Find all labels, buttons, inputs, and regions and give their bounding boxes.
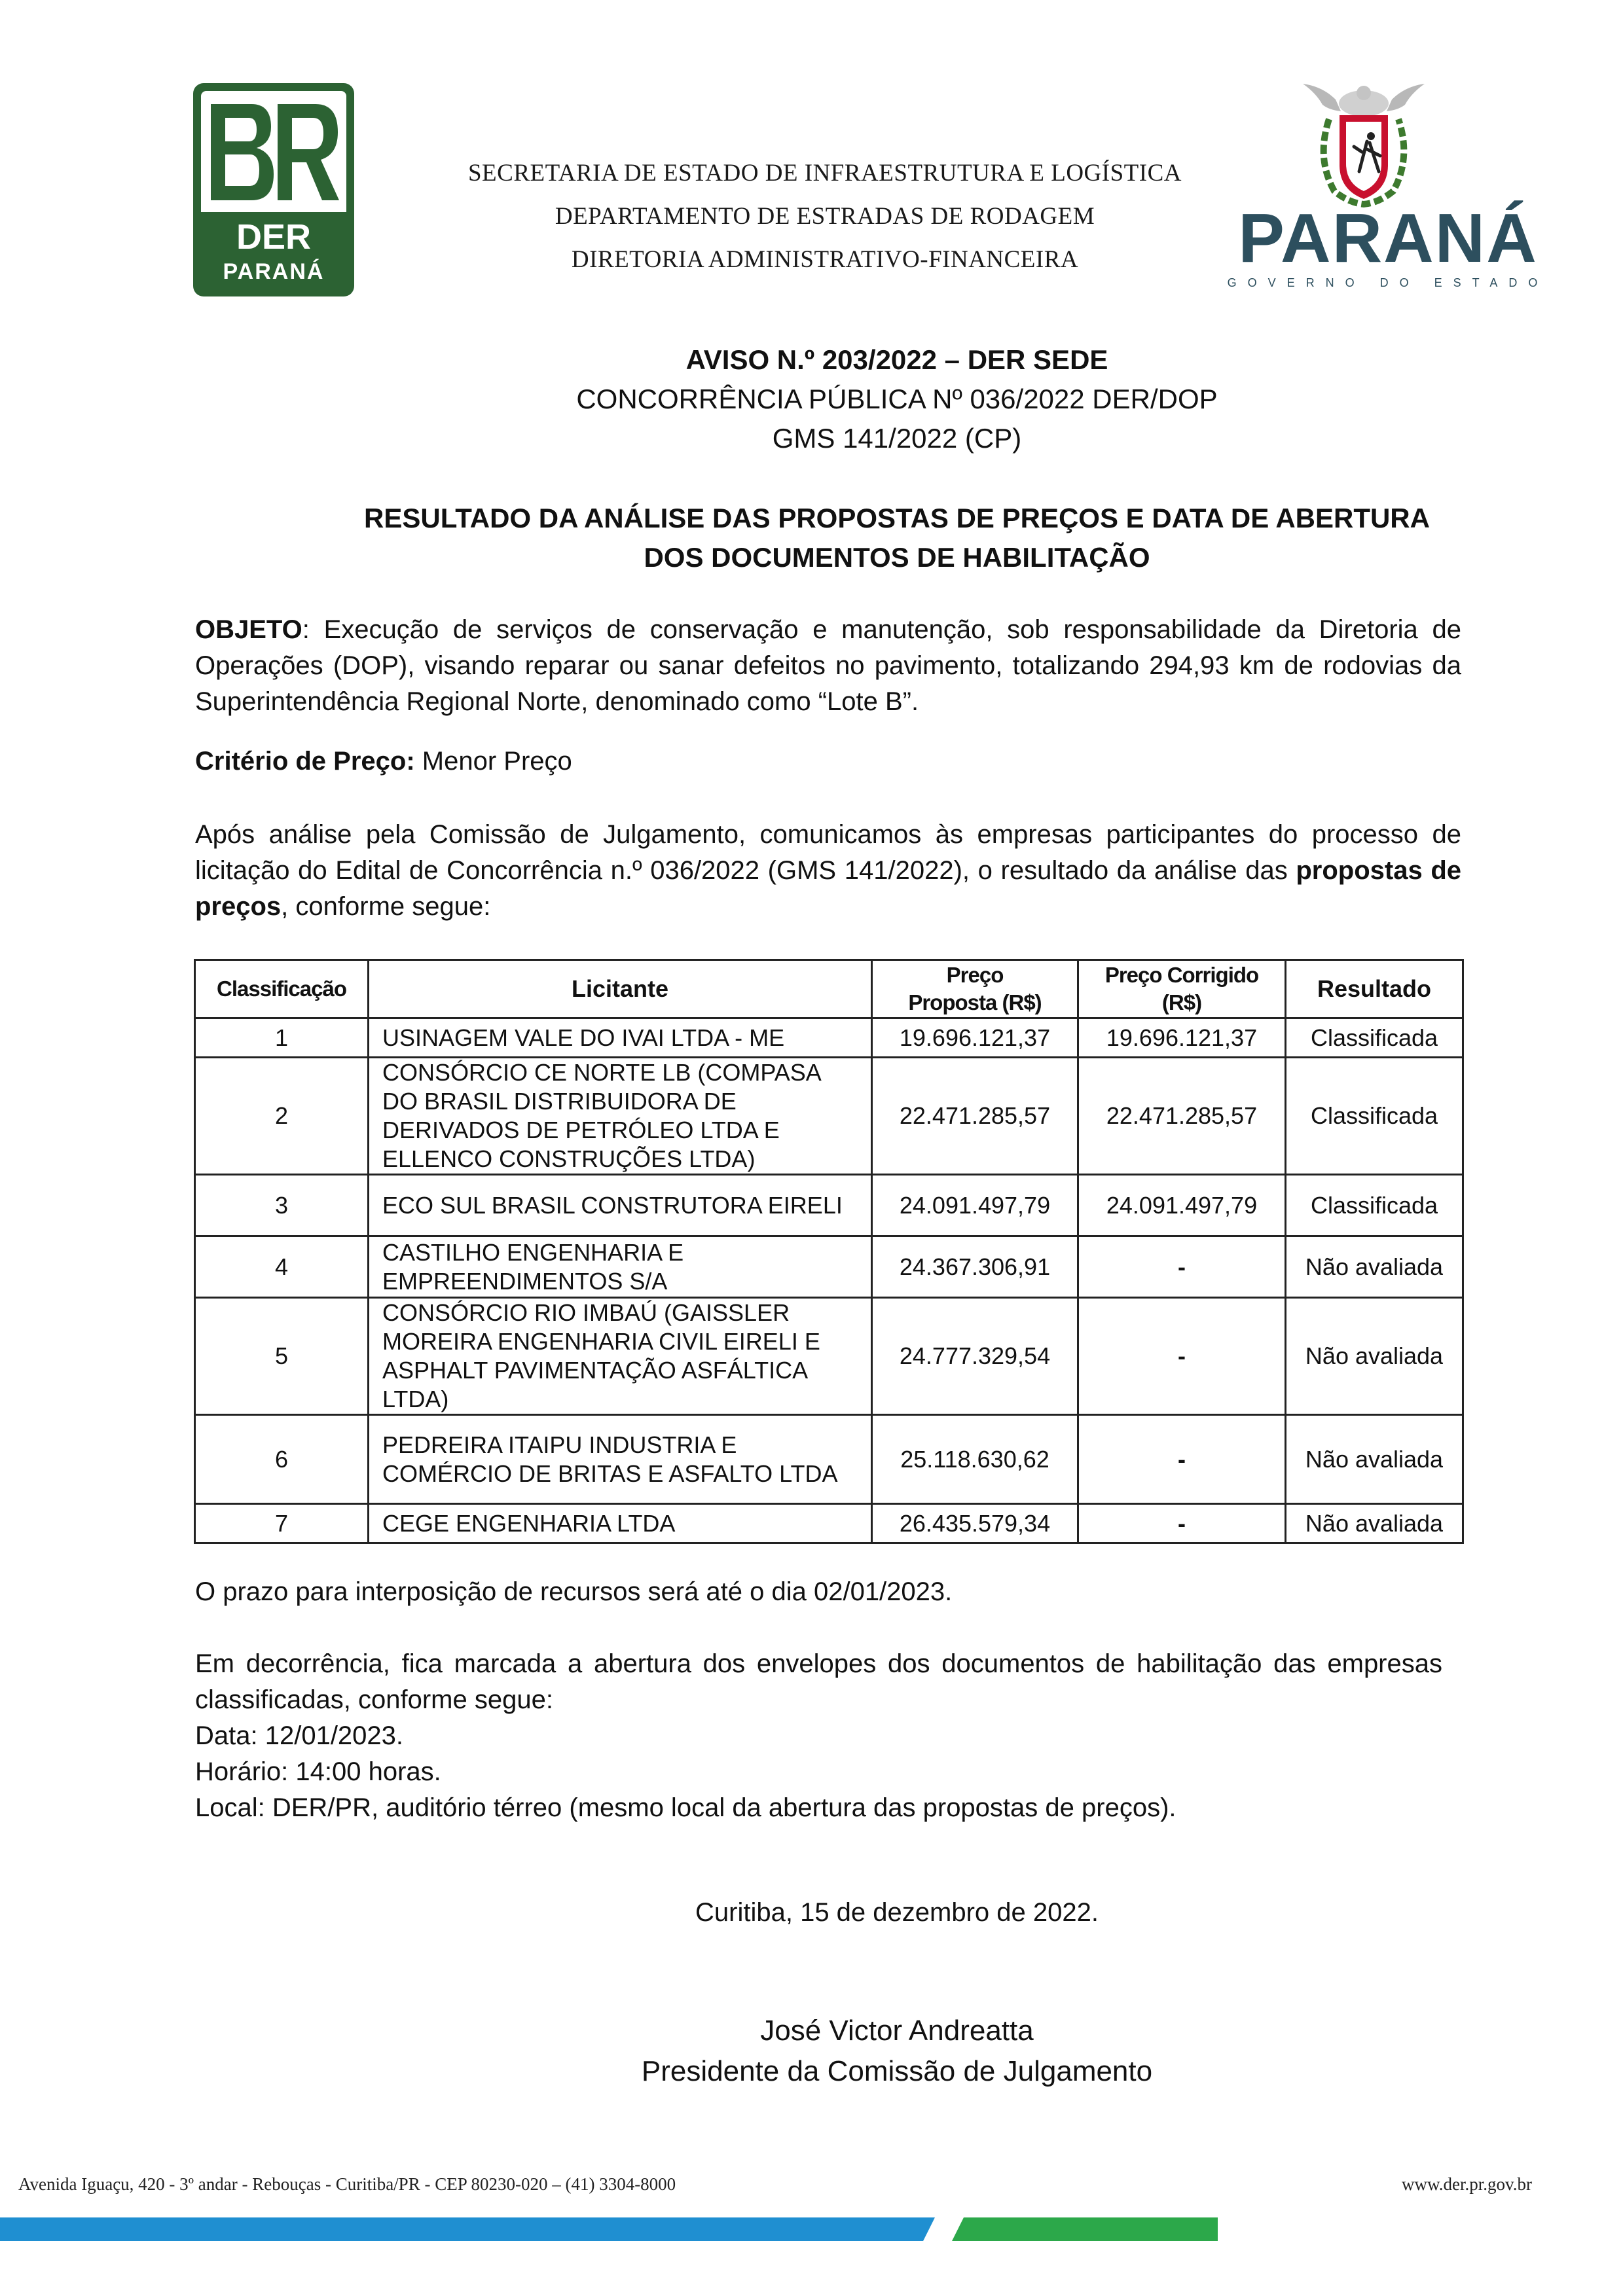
cell-preco-proposta: 26.435.579,34 — [872, 1504, 1078, 1543]
opening-date: Data: 12/01/2023. — [195, 1721, 404, 1750]
analysis-intro-tail: , conforme segue: — [281, 892, 491, 921]
header-resultado: Resultado — [1286, 960, 1463, 1018]
cell-preco-corrigido: - — [1078, 1415, 1286, 1504]
cell-preco-proposta: 24.777.329,54 — [872, 1298, 1078, 1415]
cell-resultado: Classificada — [1286, 1018, 1463, 1058]
cell-licitante: CONSÓRCIO RIO IMBAÚ (GAISSLER MOREIRA ENGENHARIA CIVIL EIRELI E ASPHALT PAVIMENTAÇÃO ASFÁLTICA LTDA) — [369, 1298, 872, 1415]
footer-website-link[interactable]: www.der.pr.gov.br — [1402, 2174, 1532, 2194]
subject-line-2: DOS DOCUMENTOS DE HABILITAÇÃO — [644, 542, 1150, 573]
table-row — [195, 1298, 1463, 1415]
table-row — [195, 1058, 1463, 1175]
table-row — [195, 1236, 1463, 1298]
cell-classificacao: 2 — [195, 1058, 369, 1175]
header-preco-proposta-line-2: Proposta (R$) — [908, 990, 1042, 1014]
cell-preco-proposta: 19.696.121,37 — [872, 1018, 1078, 1058]
cell-preco-corrigido: 19.696.121,37 — [1078, 1018, 1286, 1058]
opening-time: Horário: 14:00 horas. — [195, 1757, 441, 1786]
opening-paragraph: Em decorrência, fica marcada a abertura dos envelopes dos documentos de habilitação das empresas classificadas, conforme segue: — [195, 1649, 1442, 1714]
header-preco-proposta-line-1: Preço — [946, 963, 1004, 987]
cell-preco-proposta: 24.091.497,79 — [872, 1175, 1078, 1236]
header-line-secretaria: SECRETARIA DE ESTADO DE INFRAESTRUTURA E LOGÍSTICA — [467, 160, 1182, 187]
institution-header — [367, 152, 1283, 281]
cell-licitante: CONSÓRCIO CE NORTE LB (COMPASA DO BRASIL DISTRIBUIDORA DE DERIVADOS DE PETRÓLEO LTDA E ELLENCO CONSTRUÇÕES LTDA) — [369, 1058, 872, 1175]
der-parana-logo — [191, 81, 356, 298]
price-criterion-value: Menor Preço — [414, 747, 572, 776]
cell-preco-proposta: 25.118.630,62 — [872, 1415, 1078, 1504]
parana-government-logo — [1224, 73, 1552, 293]
analysis-intro-paragraph — [195, 817, 1461, 925]
notice-title-block — [190, 340, 1604, 458]
cell-classificacao: 3 — [195, 1175, 369, 1236]
table-row — [195, 1504, 1463, 1543]
cell-classificacao: 6 — [195, 1415, 369, 1504]
header-preco-proposta — [872, 960, 1078, 1018]
table-row — [195, 1018, 1463, 1058]
footer-color-stripes — [0, 2217, 1623, 2241]
table-row — [195, 1175, 1463, 1236]
cell-classificacao: 5 — [195, 1298, 369, 1415]
cell-classificacao: 1 — [195, 1018, 369, 1058]
cell-resultado: Não avaliada — [1286, 1504, 1463, 1543]
cell-classificacao: 4 — [195, 1236, 369, 1298]
cell-licitante: USINAGEM VALE DO IVAI LTDA - ME — [369, 1018, 872, 1058]
object-paragraph — [195, 612, 1461, 720]
header-line-diretoria: DIRETORIA ADMINISTRATIVO-FINANCEIRA — [571, 246, 1079, 273]
der-logo-subtext: PARANÁ — [223, 259, 325, 284]
cell-preco-proposta: 24.367.306,91 — [872, 1236, 1078, 1298]
cell-preco-proposta: 22.471.285,57 — [872, 1058, 1078, 1175]
cell-licitante: ECO SUL BRASIL CONSTRUTORA EIRELI — [369, 1175, 872, 1236]
cell-licitante: CASTILHO ENGENHARIA E EMPREENDIMENTOS S/A — [369, 1236, 872, 1298]
object-text: : Execução de serviços de conservação e manutenção, sob responsabilidade da Diretoria de Operações (DOP), visando reparar ou sanar defeitos no pavimento, totalizando 294,93 km de rodovias da Superintendência Regional Norte, denominado como “Lote B”. — [195, 615, 1461, 716]
parana-wordmark: PARANÁ — [1238, 200, 1538, 277]
analysis-intro-text: Após análise pela Comissão de Julgamento, comunicamos às empresas participantes do processo de licitação do Edital de Concorrência n.º 036/2022 (GMS 141/2022), o resultado da análise das — [195, 820, 1461, 885]
cell-licitante: CEGE ENGENHARIA LTDA — [369, 1504, 872, 1543]
results-table — [194, 959, 1464, 1544]
object-label: OBJETO — [195, 615, 302, 644]
der-logo-text: DER — [236, 217, 312, 257]
subject-line-1: RESULTADO DA ANÁLISE DAS PROPOSTAS DE PREÇOS E DATA DE ABERTURA — [364, 503, 1430, 533]
signature-block — [190, 2011, 1604, 2092]
notice-subject — [190, 499, 1604, 577]
cell-preco-corrigido: - — [1078, 1298, 1286, 1415]
cell-resultado: Classificada — [1286, 1175, 1463, 1236]
signatory-name: José Victor Andreatta — [760, 2015, 1034, 2047]
price-criterion — [195, 744, 1461, 780]
cell-preco-corrigido: 22.471.285,57 — [1078, 1058, 1286, 1175]
analysis-intro-bold: propostas de preços — [195, 856, 1461, 921]
notice-number: AVISO N.º 203/2022 – DER SEDE — [685, 344, 1108, 375]
notice-gms: GMS 141/2022 (CP) — [772, 423, 1022, 454]
cell-preco-corrigido: - — [1078, 1504, 1286, 1543]
appeal-deadline: O prazo para interposição de recursos será até o dia 02/01/2023. — [195, 1577, 953, 1606]
parana-tagline: GOVERNO DO ESTADO — [1227, 276, 1549, 289]
header-line-departamento: DEPARTAMENTO DE ESTRADAS DE RODAGEM — [555, 203, 1095, 230]
opening-location: Local: DER/PR, auditório térreo (mesmo local da abertura das propostas de preços). — [195, 1793, 1176, 1822]
price-criterion-label: Critério de Preço: — [195, 747, 415, 776]
signatory-role: Presidente da Comissão de Julgamento — [641, 2055, 1153, 2087]
cell-licitante: PEDREIRA ITAIPU INDUSTRIA E COMÉRCIO DE BRITAS E ASFALTO LTDA — [369, 1415, 872, 1504]
table-row — [195, 1415, 1463, 1504]
cell-resultado: Não avaliada — [1286, 1415, 1463, 1504]
place-and-date: Curitiba, 15 de dezembro de 2022. — [695, 1898, 1099, 1927]
footer-green-stripe — [952, 2217, 1218, 2241]
notice-tender: CONCORRÊNCIA PÚBLICA Nº 036/2022 DER/DOP — [576, 384, 1218, 414]
table-header-row — [195, 960, 1463, 1018]
cell-resultado: Não avaliada — [1286, 1298, 1463, 1415]
cell-preco-corrigido: - — [1078, 1236, 1286, 1298]
header-preco-corrigido: Preço Corrigido (R$) — [1078, 960, 1286, 1018]
cell-preco-corrigido: 24.091.497,79 — [1078, 1175, 1286, 1236]
footer-address: Avenida Iguaçu, 420 - 3º andar - Rebouças - Curitiba/PR - CEP 80230-020 – (41) 3304-8000 — [18, 2174, 676, 2194]
header-classificacao: Classificação — [195, 960, 369, 1018]
footer-blue-stripe — [0, 2217, 935, 2241]
header-licitante: Licitante — [369, 960, 872, 1018]
cell-resultado: Classificada — [1286, 1058, 1463, 1175]
cell-classificacao: 7 — [195, 1504, 369, 1543]
cell-resultado: Não avaliada — [1286, 1236, 1463, 1298]
